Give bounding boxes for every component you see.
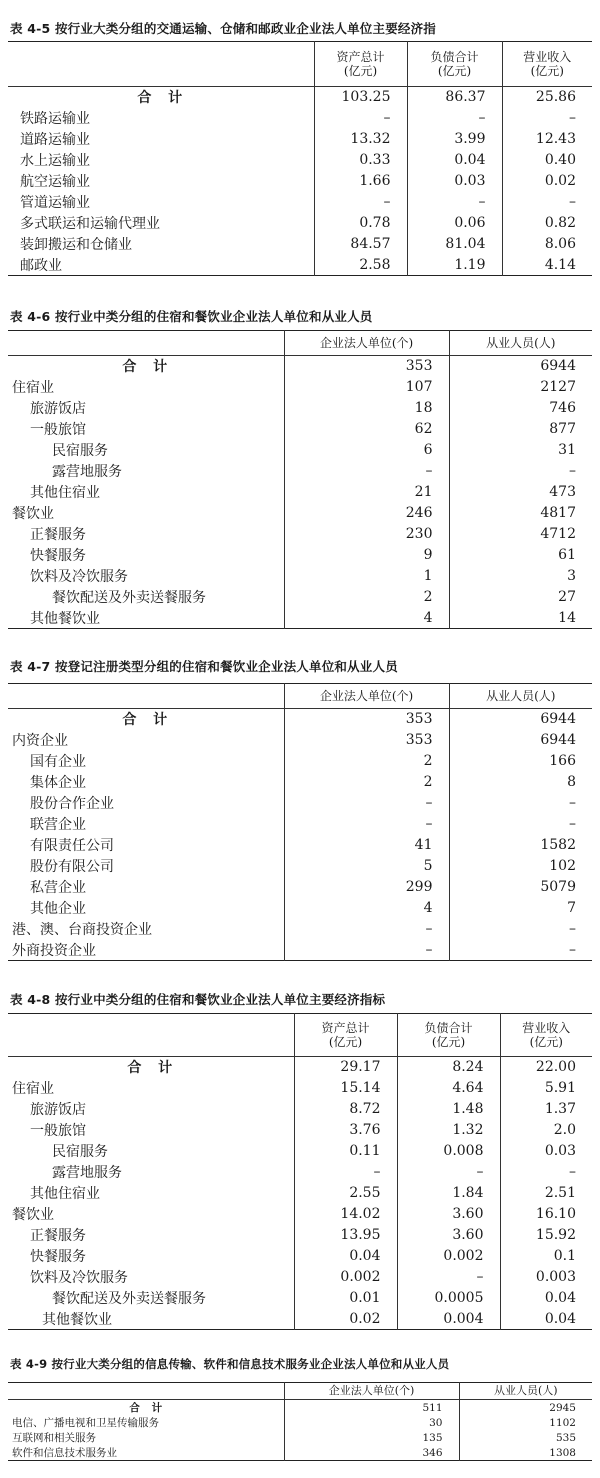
row-label: 餐饮业	[8, 1204, 294, 1225]
cell: 30	[284, 1415, 459, 1430]
cell: 27	[558, 589, 576, 605]
column-header: 企业法人单位(个)	[284, 1383, 459, 1400]
cell: –	[569, 1164, 576, 1180]
row-label: 露营地服务	[8, 461, 284, 482]
total-label: 合 计	[8, 356, 284, 377]
cell: 535	[555, 1431, 576, 1444]
cell: 0.40	[544, 152, 576, 168]
cell: 4.64	[397, 1078, 500, 1099]
cell: 5	[284, 856, 449, 877]
row-label: 国有企业	[8, 751, 284, 772]
cell: 0.01	[294, 1288, 397, 1309]
cell: 0.04	[407, 150, 502, 171]
row-label: 联营企业	[8, 814, 284, 835]
cell: 135	[284, 1430, 459, 1445]
row-label: 快餐服务	[8, 1246, 294, 1267]
cell: 4.14	[544, 256, 576, 273]
row-label: 集体企业	[8, 772, 284, 793]
stub-header	[8, 42, 314, 87]
row-label: 内资企业	[8, 730, 284, 751]
cell: 0.008	[397, 1141, 500, 1162]
cell: 0.0005	[397, 1288, 500, 1309]
cell: 1.66	[314, 171, 407, 192]
total-label: 合 计	[8, 87, 314, 108]
cell: 16.10	[535, 1206, 576, 1222]
cell: 8.72	[294, 1099, 397, 1120]
cell: 2945	[549, 1401, 576, 1414]
cell: 0.002	[294, 1267, 397, 1288]
cell: 22.00	[535, 1059, 576, 1076]
cell: 0.11	[294, 1141, 397, 1162]
cell: 473	[549, 484, 576, 500]
cell: 4817	[540, 505, 576, 521]
cell: 3.99	[407, 129, 502, 150]
cell: 0.06	[407, 213, 502, 234]
cell: 746	[549, 400, 576, 416]
table-4-6-title: 表 4-6 按行业中类分组的住宿和餐饮业企业法人单位和从业人员	[10, 309, 373, 324]
cell: 0.003	[535, 1269, 576, 1285]
cell: 7	[567, 900, 576, 916]
cell: 18	[284, 398, 449, 419]
cell: –	[294, 1162, 397, 1183]
cell: 1308	[549, 1446, 576, 1459]
cell: 2.0	[553, 1122, 576, 1138]
cell: 15.92	[535, 1227, 576, 1243]
table-4-7	[8, 683, 592, 961]
row-label: 外商投资企业	[8, 940, 284, 961]
row-label: 饮料及冷饮服务	[8, 1267, 294, 1288]
row-label: 旅游饭店	[8, 1099, 294, 1120]
cell: 299	[284, 877, 449, 898]
table-4-5-title: 表 4-5 按行业大类分组的交通运输、仓储和邮政业企业法人单位主要经济指	[10, 21, 436, 36]
cell: 1.84	[397, 1183, 500, 1204]
total-label: 合 计	[8, 1400, 284, 1416]
cell: 5079	[540, 879, 576, 895]
cell: 0.1	[553, 1248, 576, 1264]
cell: 12.43	[535, 131, 576, 147]
column-header: 企业法人单位(个)	[284, 684, 449, 709]
row-label: 民宿服务	[8, 1141, 294, 1162]
cell: 3	[567, 568, 576, 584]
cell: 1.19	[407, 255, 502, 276]
column-header: 企业法人单位(个)	[284, 331, 449, 356]
row-label: 餐饮配送及外卖送餐服务	[8, 587, 284, 608]
cell: 103.25	[314, 87, 407, 108]
cell: 4	[284, 898, 449, 919]
cell: –	[569, 194, 576, 210]
cell: 2127	[540, 379, 576, 395]
row-label: 一般旅馆	[8, 1120, 294, 1141]
cell: 4712	[540, 526, 576, 542]
cell: 0.04	[294, 1246, 397, 1267]
row-label: 其他餐饮业	[8, 608, 284, 629]
row-label: 软件和信息技术服务业	[8, 1445, 284, 1461]
row-label: 邮政业	[8, 255, 314, 276]
cell: –	[284, 919, 449, 940]
cell: 0.004	[397, 1309, 500, 1330]
cell: 21	[284, 482, 449, 503]
cell: –	[569, 110, 576, 126]
cell: –	[569, 816, 576, 832]
row-label: 互联网和相关服务	[8, 1430, 284, 1445]
total-label: 合 计	[8, 709, 284, 730]
row-label: 股份有限公司	[8, 856, 284, 877]
cell: 353	[284, 356, 449, 377]
cell: 8.24	[397, 1057, 500, 1078]
row-label: 正餐服务	[8, 1225, 294, 1246]
cell: 877	[549, 421, 576, 437]
row-label: 其他住宿业	[8, 1183, 294, 1204]
cell: –	[397, 1267, 500, 1288]
cell: 13.32	[314, 129, 407, 150]
cell: 107	[284, 377, 449, 398]
column-header: 负债合计 (亿元)	[407, 42, 502, 87]
cell: 25.86	[535, 89, 576, 106]
cell: 353	[284, 730, 449, 751]
row-label: 餐饮业	[8, 503, 284, 524]
row-label: 其他住宿业	[8, 482, 284, 503]
column-header: 资产总计 (亿元)	[314, 42, 407, 87]
cell: 0.04	[544, 1290, 576, 1306]
table-4-8	[8, 1013, 592, 1330]
cell: 61	[558, 547, 576, 563]
column-header: 资产总计 (亿元)	[294, 1014, 397, 1057]
cell: 1.37	[544, 1101, 576, 1117]
cell: 2	[284, 751, 449, 772]
cell: 1.48	[397, 1099, 500, 1120]
cell: 3.60	[397, 1204, 500, 1225]
cell: 41	[284, 835, 449, 856]
cell: 0.04	[544, 1310, 576, 1327]
cell: 1.32	[397, 1120, 500, 1141]
row-label: 电信、广播电视和卫星传输服务	[8, 1415, 284, 1430]
cell: –	[569, 795, 576, 811]
cell: 4	[284, 608, 449, 629]
cell: 0.03	[544, 1143, 576, 1159]
row-label: 股份合作企业	[8, 793, 284, 814]
cell: 6944	[540, 711, 576, 728]
cell: 346	[284, 1445, 459, 1461]
cell: –	[407, 192, 502, 213]
table-4-9	[8, 1382, 592, 1461]
stub-header	[8, 684, 284, 709]
cell: 6944	[540, 358, 576, 375]
cell: 1	[284, 566, 449, 587]
cell: 0.78	[314, 213, 407, 234]
row-label: 有限责任公司	[8, 835, 284, 856]
cell: 15.14	[294, 1078, 397, 1099]
cell: –	[569, 941, 576, 958]
cell: 353	[284, 709, 449, 730]
cell: 31	[558, 442, 576, 458]
stub-header	[8, 1014, 294, 1057]
row-label: 旅游饭店	[8, 398, 284, 419]
cell: 5.91	[544, 1080, 576, 1096]
row-label: 航空运输业	[8, 171, 314, 192]
table-4-9-title: 表 4-9 按行业大类分组的信息传输、软件和信息技术服务业企业法人单位和从业人员	[10, 1357, 450, 1371]
cell: 14.02	[294, 1204, 397, 1225]
row-label: 正餐服务	[8, 524, 284, 545]
cell: –	[284, 940, 449, 961]
cell: –	[284, 461, 449, 482]
column-header: 营业收入 (亿元)	[500, 1014, 592, 1057]
cell: 0.03	[407, 171, 502, 192]
cell: 2	[284, 772, 449, 793]
cell: 0.33	[314, 150, 407, 171]
cell: 511	[284, 1400, 459, 1416]
cell: 3.76	[294, 1120, 397, 1141]
row-label: 露营地服务	[8, 1162, 294, 1183]
cell: 2	[284, 587, 449, 608]
cell: 0.82	[544, 215, 576, 231]
cell: 0.002	[397, 1246, 500, 1267]
row-label: 私营企业	[8, 877, 284, 898]
cell: 29.17	[294, 1057, 397, 1078]
row-label: 住宿业	[8, 1078, 294, 1099]
row-label: 住宿业	[8, 377, 284, 398]
table-4-5	[8, 41, 592, 276]
row-label: 餐饮配送及外卖送餐服务	[8, 1288, 294, 1309]
cell: 166	[549, 753, 576, 769]
row-label: 饮料及冷饮服务	[8, 566, 284, 587]
cell: 14	[558, 609, 576, 626]
total-label: 合 计	[8, 1057, 294, 1078]
row-label: 管道运输业	[8, 192, 314, 213]
cell: 9	[284, 545, 449, 566]
row-label: 多式联运和运输代理业	[8, 213, 314, 234]
cell: 8.06	[544, 236, 576, 252]
column-header: 从业人员(人)	[449, 331, 592, 356]
stub-header	[8, 1383, 284, 1400]
cell: 3.60	[397, 1225, 500, 1246]
cell: 2.58	[314, 255, 407, 276]
cell: 86.37	[407, 87, 502, 108]
column-header: 从业人员(人)	[449, 684, 592, 709]
cell: 0.02	[544, 173, 576, 189]
cell: –	[407, 108, 502, 129]
cell: 1582	[540, 837, 576, 853]
cell: 102	[549, 858, 576, 874]
column-header: 负债合计 (亿元)	[397, 1014, 500, 1057]
cell: 62	[284, 419, 449, 440]
cell: 81.04	[407, 234, 502, 255]
row-label: 快餐服务	[8, 545, 284, 566]
column-header: 从业人员(人)	[459, 1383, 592, 1400]
row-label: 道路运输业	[8, 129, 314, 150]
table-4-7-title: 表 4-7 按登记注册类型分组的住宿和餐饮业企业法人单位和从业人员	[10, 659, 398, 674]
row-label: 港、澳、台商投资企业	[8, 919, 284, 940]
cell: 0.02	[294, 1309, 397, 1330]
row-label: 一般旅馆	[8, 419, 284, 440]
row-label: 其他企业	[8, 898, 284, 919]
cell: –	[314, 192, 407, 213]
cell: 2.55	[294, 1183, 397, 1204]
cell: –	[569, 921, 576, 937]
cell: –	[314, 108, 407, 129]
cell: 2.51	[544, 1185, 576, 1201]
cell: –	[284, 814, 449, 835]
row-label: 水上运输业	[8, 150, 314, 171]
cell: 246	[284, 503, 449, 524]
row-label: 装卸搬运和仓储业	[8, 234, 314, 255]
cell: 84.57	[314, 234, 407, 255]
cell: –	[284, 793, 449, 814]
cell: 6	[284, 440, 449, 461]
cell: –	[569, 463, 576, 479]
table-4-6	[8, 330, 592, 629]
cell: 230	[284, 524, 449, 545]
cell: –	[397, 1162, 500, 1183]
column-header: 营业收入 (亿元)	[502, 42, 592, 87]
cell: 1102	[549, 1416, 576, 1429]
cell: 6944	[540, 732, 576, 748]
stub-header	[8, 331, 284, 356]
cell: 13.95	[294, 1225, 397, 1246]
table-4-8-title: 表 4-8 按行业中类分组的住宿和餐饮业企业法人单位主要经济指标	[10, 992, 386, 1007]
row-label: 其他餐饮业	[8, 1309, 294, 1330]
cell: 8	[567, 774, 576, 790]
row-label: 民宿服务	[8, 440, 284, 461]
row-label: 铁路运输业	[8, 108, 314, 129]
